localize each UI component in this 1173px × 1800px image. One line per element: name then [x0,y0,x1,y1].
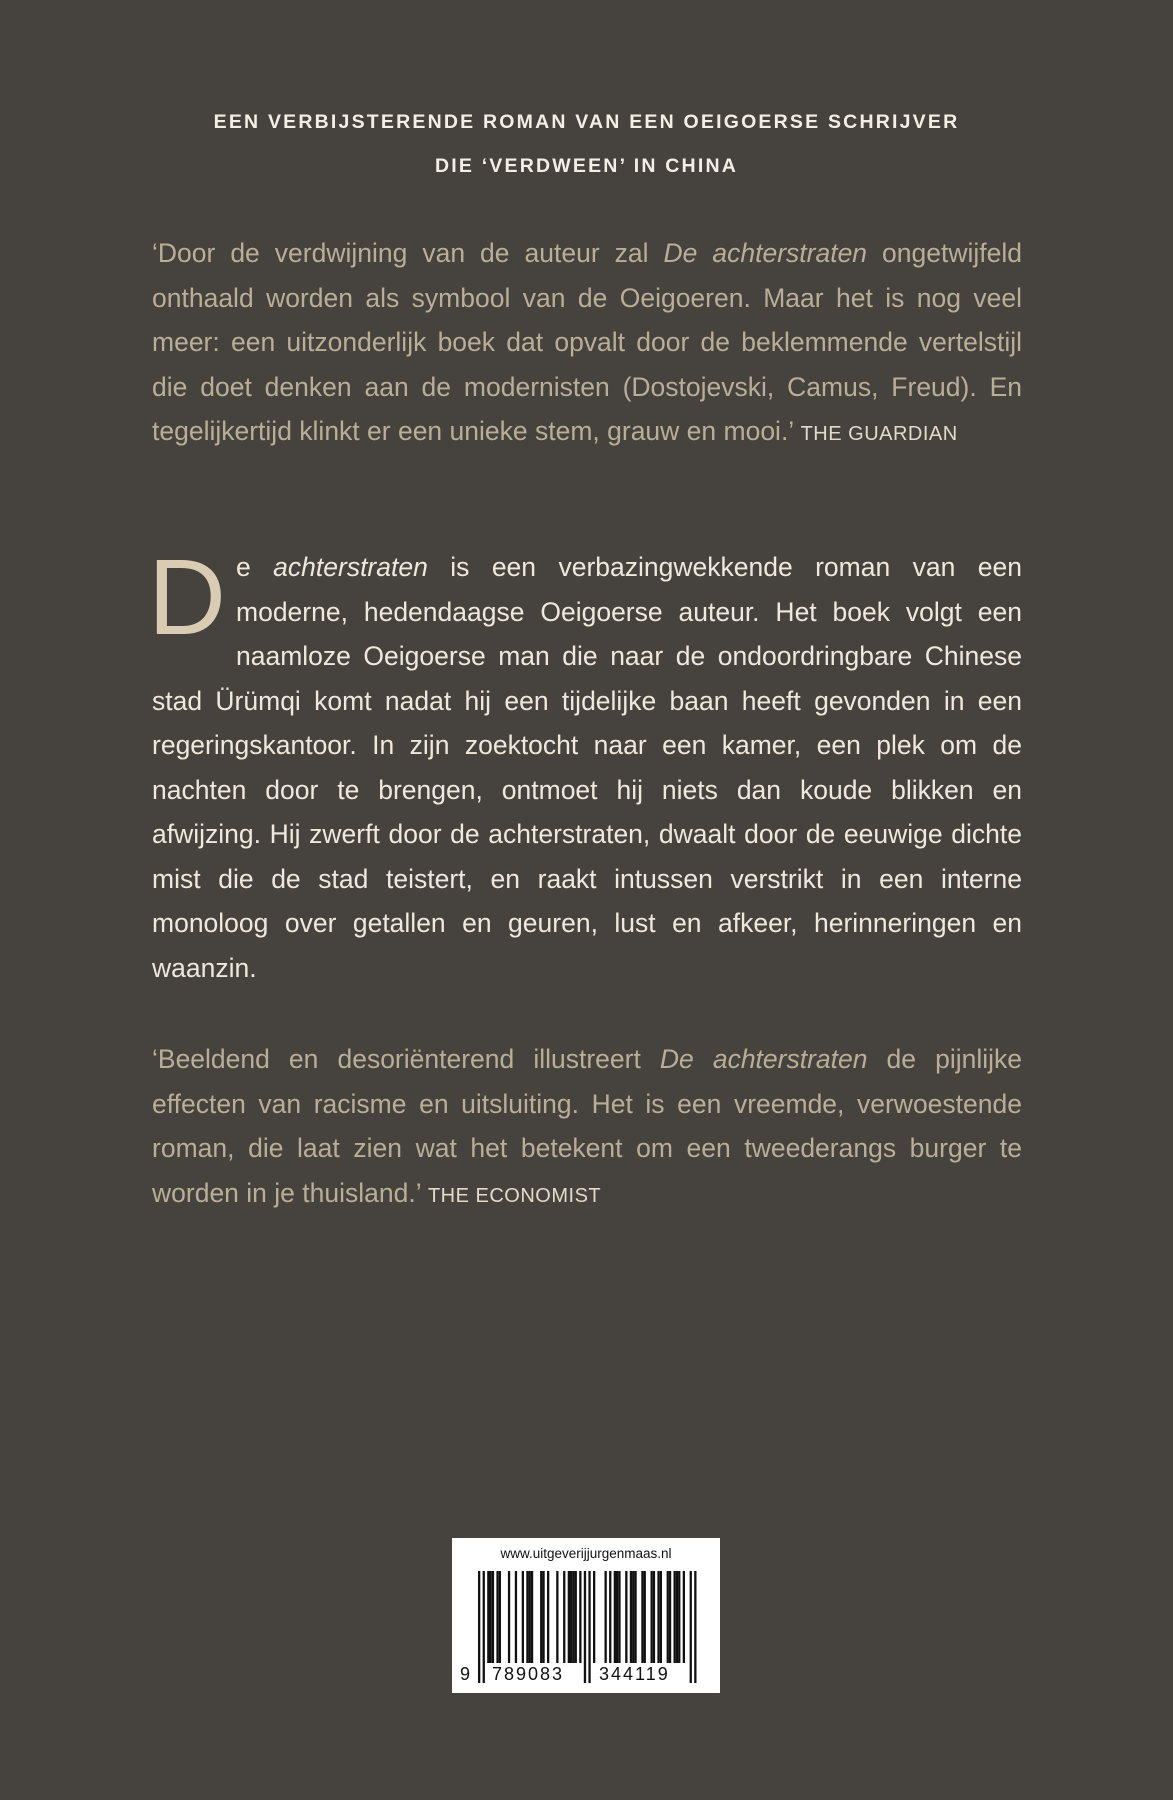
barcode-bar [605,1571,607,1663]
barcode-bar [568,1571,570,1663]
isbn-group-1: 789083 [492,1664,565,1684]
book-title: De achterstraten [663,238,868,268]
barcode-bar [526,1571,528,1663]
drop-cap: D [148,536,226,657]
barcode-bar [614,1571,616,1663]
barcode-bar [508,1571,510,1663]
barcode-bar [490,1571,492,1663]
barcode-bar [540,1571,542,1663]
barcode-bar [584,1571,586,1683]
barcode-bar [618,1571,620,1663]
quote-text: de pijnlijke effecten van racisme en uitsluiting. Het is een vreemde, verwoestende roman, die laat zien wat het betekent om een tweederangs burger te worden in je thuisland.’ [152,1044,1022,1208]
barcode-bar [478,1571,480,1683]
barcode-bar [593,1571,595,1663]
quote-text: ‘Beeldend en desoriënterend illustreert [152,1044,660,1074]
headline-line-1: EEN VERBIJSTERENDE ROMAN VAN EEN OEIGOERSE SCHRIJVER [213,111,960,133]
quote-source: THE ECONOMIST [427,1184,602,1207]
barcode-bar [529,1571,531,1663]
book-title: De achterstraten [659,1044,868,1074]
barcode-label [452,1538,720,1693]
barcode-bar [632,1571,634,1663]
barcode-bar [657,1571,659,1663]
barcode-bar [531,1571,533,1663]
book-description [148,536,1022,990]
barcode-bar [630,1571,632,1663]
headline-line-2: DIE ‘VERDWEEN’ IN CHINA [434,155,739,177]
barcode-bar [674,1571,676,1663]
barcode-bar [644,1571,646,1663]
barcode-bar [653,1571,655,1663]
barcode-bar [496,1571,498,1663]
barcode-bar [547,1571,549,1663]
barcode-bar [651,1571,653,1663]
isbn-group-2: 344119 [599,1664,670,1684]
barcode-bar [492,1571,494,1663]
review-quote-economist [152,1037,1022,1218]
barcode-bar [556,1571,558,1663]
barcode-bar [667,1571,669,1663]
book-title: achterstraten [273,552,428,582]
isbn-lead-digit: 9 [460,1664,471,1684]
barcode-bar [641,1571,643,1663]
review-quote-guardian [152,231,1022,457]
barcode-bar [634,1571,636,1663]
barcode-bar [575,1571,577,1663]
barcode-bar [487,1571,489,1663]
barcode-bar [579,1571,581,1663]
barcode-bar [660,1571,662,1663]
quote-text: ‘Door de verdwijning van de auteur zal [152,238,664,268]
barcode-bar [570,1571,572,1663]
barcode-bar [694,1571,696,1683]
barcode-bar [669,1571,671,1663]
barcode-bar [683,1571,685,1663]
headline [0,100,1173,188]
description-first-letter: e [236,552,251,582]
description-text: is een verbazingwekkende roman van een moderne, hedendaagse Oeigoerse auteur. Het boek volgt een naamloze Oeigoerse man die naar de ondoordringbare Chinese stad Ürümqi komt nadat hij een tijdelijke baan heeft gevonden in een regeringskantoor. In zijn zoektocht naar een kamer, een plek om de nachten door te brengen, ontmoet hij niets dan koude blikken en afwijzing. Hij zwerft door de achterstraten, dwaalt door de eeuwige dichte mist die de stad teistert, en raakt intussen verstrikt in een interne monoloog over getallen en geuren, lust en afkeer, herinneringen en waanzin. [152,552,1022,983]
barcode-bar [522,1571,524,1663]
barcode-bar [483,1571,485,1683]
barcode-bar [678,1571,680,1663]
barcode-bar [572,1571,574,1663]
barcode-bar [625,1571,627,1663]
quote-text: ongetwijfeld onthaald worden als symbool van de Oeigoeren. Maar het is nog veel meer: een uitzonderlijk boek dat opvalt door de beklemmende vertelstijl die doet denken aan de modernisten (Dostojevski, Camus, Freud). En tegelijkertijd klinkt er een unieke stem, grauw en mooi.’ [152,238,1022,446]
barcode-bar [563,1571,565,1663]
barcode-bar [616,1571,618,1663]
barcode-bar [690,1571,692,1683]
publisher-url: www.uitgeverijjurgenmaas.nl [500,1546,672,1561]
barcode-bar [542,1571,544,1663]
barcode-bar [588,1571,590,1683]
barcode-bar [676,1571,678,1663]
barcode-bar [515,1571,517,1663]
quote-source: THE GUARDIAN [800,423,958,445]
barcode-bar [499,1571,501,1663]
barcode-bar [609,1571,611,1663]
